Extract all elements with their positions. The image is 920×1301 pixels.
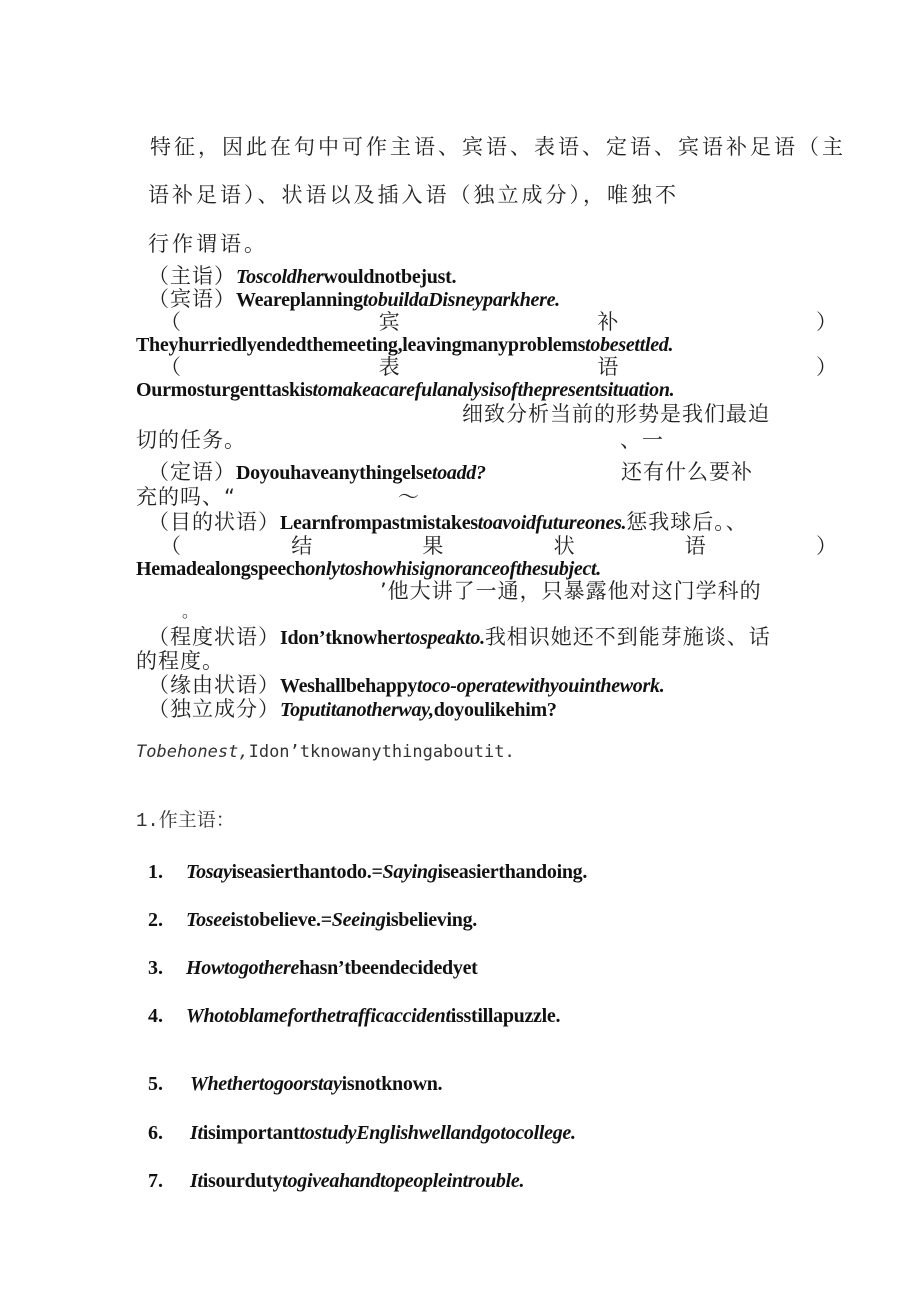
example-label: （宾语） [148,287,236,311]
complement-label: （ 宾 补 ） [160,310,837,334]
example-cause [148,675,664,696]
list-number: 1. [148,861,163,883]
list-number: 3. [148,957,163,979]
example-object [148,289,560,310]
list-item: 4. Whotoblameforthetrafficaccidentisstillapuzzle. [148,1005,561,1027]
result-label: （ 结 果 状 语 ） [160,534,837,558]
example-label: （目的状语） [148,510,280,534]
intro-line-3: 行作谓语。 [148,232,268,256]
degree-translation-2: 的程度。 [136,649,224,673]
attributive-translation-2: 充的吗、“ [136,485,236,509]
example-independent [148,699,557,720]
example-sentence-rest: wouldnotbejust. [323,266,457,288]
example-predicative [136,380,674,400]
example-subject [148,266,456,287]
section-title: 1.作主语： [136,810,235,832]
example-infinitive: tospeakto. [405,627,485,649]
purpose-translation: 惩我球后。、 [626,510,748,534]
example-sentence-start: Theyhurriedlyendedthemeeting,leavingmanyproblems [136,334,586,356]
list-number: 6. [148,1122,163,1144]
list-number: 4. [148,1005,163,1027]
example-sentence-start: Ourmosturgenttaskis [136,379,313,401]
example-sentence-start: Doyouhaveanythingelse [236,462,432,484]
example-infinitive: tobesettled. [585,334,674,356]
list-item: 6. ItisimportanttostudyEnglishwellandgotocollege. [148,1122,576,1144]
list-number: 2. [148,909,163,931]
predicative-mark: 、一 [620,428,664,452]
example-sentence-rest: Idon’tknowanythingaboutit. [248,742,515,762]
example-label: （程度状语） [148,625,280,649]
list-item: 7. Itisourdutytogiveahandtopeopleintrouble. [148,1170,525,1192]
example-infinitive: Tobehonest, [136,742,249,762]
example-result [136,559,601,579]
example-honest [136,744,515,761]
list-item: 5. Whethertogoorstayisnotknown. [148,1073,443,1095]
example-infinitive: toadd? [431,462,486,484]
example-complement [136,335,673,355]
example-sentence-start: Hemadealongspeech [136,558,306,580]
example-sentence-start: Idon’tknowher [280,627,406,649]
predicative-translation-2: 切的任务。 [136,428,246,452]
list-item: 2. Toseeistobelieve.=Seeingisbelieving. [148,909,477,931]
example-label: （缘由状语） [148,673,280,697]
intro-line-2: 语补足语）、状语以及插入语（独立成分），唯独不 [148,183,679,207]
example-degree [148,627,771,648]
example-label: （独立成分） [148,697,280,721]
example-sentence-start: Learnfrompastmistakes [280,512,478,534]
example-infinitive: tomakeacarefulanalysisofthepresentsituation. [312,379,675,401]
predicative-label: （ 表 语 ） [160,355,837,379]
predicative-translation-1: 细致分析当前的形势是我们最迫 [462,402,770,426]
attributive-translation: 还有什么要补 [621,460,753,484]
intro-line-1: 特征，因此在句中可作主语、宾语、表语、定语、宾语补足语（主 [150,135,846,159]
example-purpose [148,512,748,533]
example-infinitive: tobuildaDisneyparkhere. [362,289,560,311]
list-number: 7. [148,1170,163,1192]
example-label: （定语） [148,460,236,484]
result-translation: ’他大讲了一通，只暴露他对这门学科的 [380,579,762,603]
list-item: 3. Howtogotherehasn’tbeendecidedyet [148,957,478,979]
attributive-mark: ～ [398,485,420,509]
example-infinitive: toco-operatewithyouinthework. [416,675,665,697]
example-infinitive: Toputitanotherway, [280,699,434,721]
example-sentence-start: Weshallbehappy [280,675,417,697]
example-infinitive: toavoidfutureones. [477,512,627,534]
degree-translation: 我相识她还不到能芽施谈、话 [484,625,771,649]
example-attributive [148,462,486,483]
example-sentence-rest: doyoulikehim? [433,699,557,721]
example-infinitive: Toscoldher [236,266,324,288]
example-sentence-start: Weareplanning [236,289,363,311]
list-item: 1. Tosayiseasierthantodo.=Sayingiseasierthandoing. [148,861,588,883]
example-infinitive: onlytoshowhisignoranceofthesubject. [305,558,601,580]
result-dot: 。 [182,602,200,621]
list-number: 5. [148,1073,163,1095]
example-label: （主诣） [148,264,236,288]
